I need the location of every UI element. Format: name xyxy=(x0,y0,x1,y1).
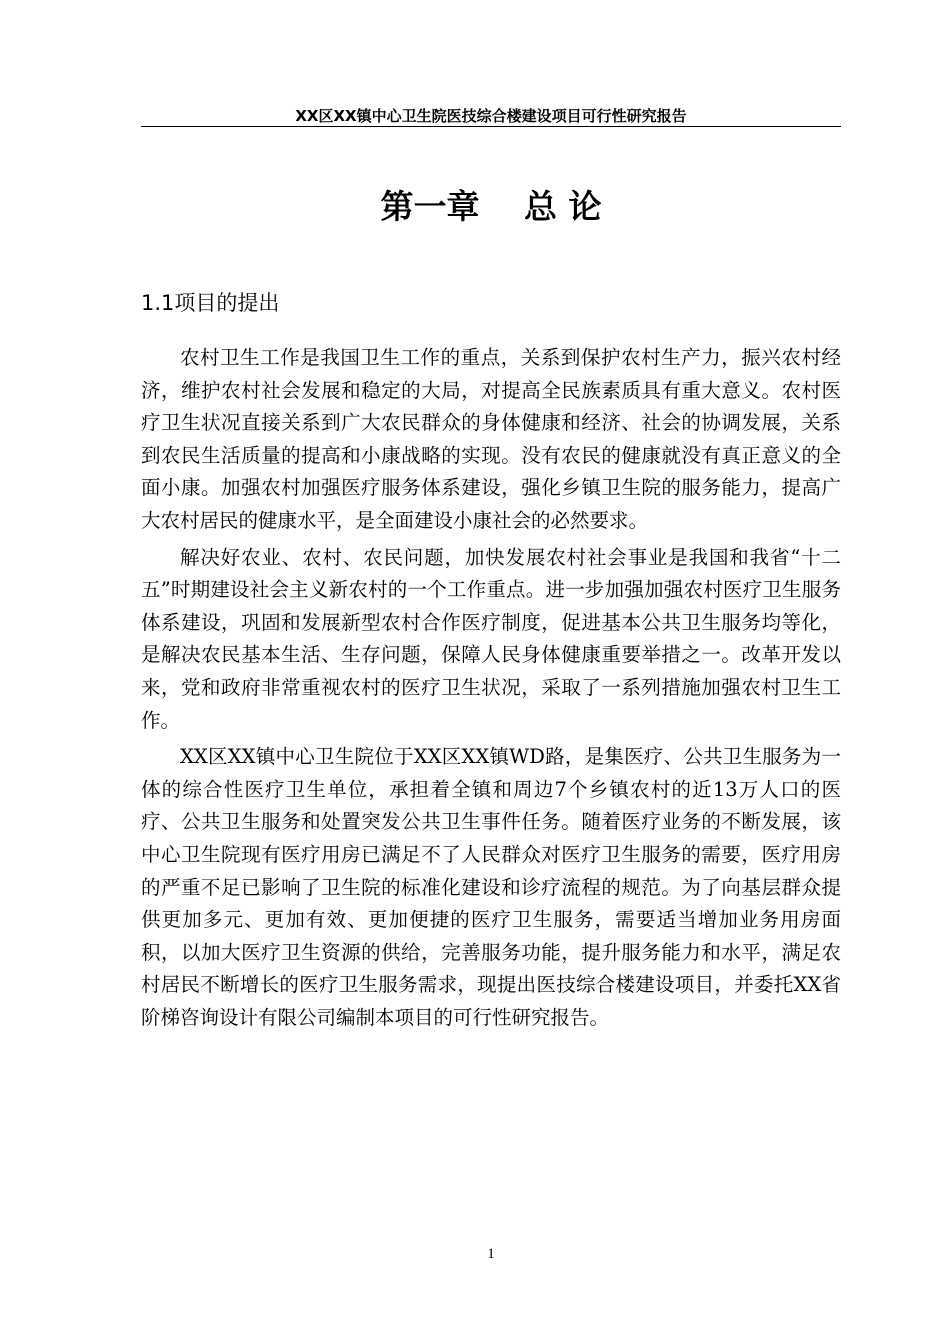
page-number: 1 xyxy=(487,1246,495,1262)
paragraph: 农村卫生工作是我国卫生工作的重点，关系到保护农村生产力，振兴农村经济，维护农村社会发展和稳定的大局，对提高全民族素质具有重大意义。农村医疗卫生状况直接关系到广大农民群众的身体健康和经济、社会的协调发展，关系到农民生活质量的提高和小康战略的实现。没有农民的健康就没有真正意义的全面小康。加强农村加强医疗服务体系建设，强化乡镇卫生院的服务能力，提高广大农村居民的健康水平，是全面建设小康社会的必然要求。 xyxy=(141,346,841,532)
header-divider xyxy=(141,126,841,127)
body-text xyxy=(141,342,841,1038)
paragraph: XX区XX镇中心卫生院位于XX区XX镇WD路，是集医疗、公共卫生服务为一体的综合性医疗卫生单位，承担着全镇和周边7个乡镇农村的近13万人口的医疗、公共卫生服务和处置突发公共卫生事件任务。随着医疗业务的不断发展，该中心卫生院现有医疗用房已满足不了人民群众对医疗卫生服务的需要，医疗用房的严重不足已影响了卫生院的标准化建设和诊疗流程的规范。为了向基层群众提供更加多元、更加有效、更加便捷的医疗卫生服务，需要适当增加业务用房面积，以加大医疗卫生资源的供给，完善服务功能，提升服务能力和水平，满足农村居民不断增长的医疗卫生服务需求，现提出医技综合楼建设项目，并委托XX省阶梯咨询设计有限公司编制本项目的可行性研究报告。 xyxy=(141,745,841,1029)
paragraph: 解决好农业、农村、农民问题，加快发展农村社会事业是我国和我省“十二五”时期建设社会主义新农村的一个工作重点。进一步加强加强农村医疗卫生服务体系建设，巩固和发展新型农村合作医疗制度，促进基本公共卫生服务均等化，是解决农民基本生活、生存问题，保障人民身体健康重要举措之一。改革开发以来，党和政府非常重视农村的医疗卫生状况，采取了一系列措施加强农村卫生工作。 xyxy=(141,545,841,732)
running-header: XX区XX镇中心卫生院医技综合楼建设项目可行性研究报告 xyxy=(295,107,687,125)
section-heading: 1.1项目的提出 xyxy=(141,291,280,315)
chapter-title: 第一章 总 论 xyxy=(380,187,602,226)
